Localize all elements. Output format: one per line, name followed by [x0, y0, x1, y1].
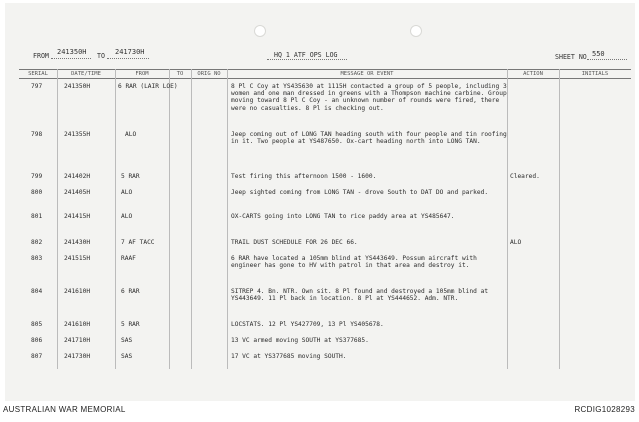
from: 6 RAR	[121, 288, 140, 295]
serial: 806	[31, 337, 43, 344]
message: TRAIL DUST SCHEDULE FOR 26 DEC 66.	[231, 239, 358, 246]
col-message: MESSAGE OR EVENT	[227, 69, 507, 79]
datetime: 241515H	[64, 255, 91, 262]
col-orig-no: ORIG NO	[191, 69, 227, 79]
serial: 804	[31, 288, 43, 295]
datetime: 241610H	[64, 321, 91, 328]
serial: 805	[31, 321, 43, 328]
from: SAS	[121, 337, 133, 344]
punch-hole	[410, 25, 422, 37]
datetime: 241730H	[64, 353, 91, 360]
datetime: 241402H	[64, 173, 91, 180]
from: SAS	[121, 353, 133, 360]
divider	[191, 69, 192, 369]
from: ALO	[125, 131, 137, 138]
datetime: 241355H	[64, 131, 91, 138]
from: 7 AF TACC	[121, 239, 155, 246]
divider	[115, 69, 116, 369]
divider	[57, 69, 58, 369]
message: OX-CARTS going into LONG TAN to rice paddy area at YS485647.	[231, 213, 455, 220]
serial: 798	[31, 131, 43, 138]
from: 5 RAR	[121, 173, 140, 180]
from: ALO	[121, 213, 133, 220]
from: ALO	[121, 189, 133, 196]
serial: 803	[31, 255, 43, 262]
sheet-underline	[587, 59, 627, 60]
from-label: FROM	[33, 52, 49, 60]
message: Test firing this afternoon 1500 - 1600.	[231, 173, 377, 180]
message: LOCSTATS. 12 Pl YS427709, 13 Pl YS405678.	[231, 321, 384, 328]
punch-hole	[254, 25, 266, 37]
datetime: 241350H	[64, 83, 91, 90]
from: 6 RAR (LAIR LOE)	[118, 83, 178, 90]
datetime: 241610H	[64, 288, 91, 295]
datetime: 241430H	[64, 239, 91, 246]
message: 17 VC at YS377685 moving SOUTH.	[231, 353, 347, 360]
col-datetime: DATE/TIME	[57, 69, 115, 79]
from-value: 241350H	[57, 48, 87, 56]
col-serial: SERIAL	[19, 69, 57, 79]
action: Cleared.	[510, 173, 540, 180]
from: 5 RAR	[121, 321, 140, 328]
message: 6 RAR have located a 105mm blind at YS443649. Possum aircraft with engineer has gone to HV with patrol in that area and destroy it.	[231, 255, 477, 270]
to-value: 241730H	[115, 48, 145, 56]
serial: 799	[31, 173, 43, 180]
datetime: 241415H	[64, 213, 91, 220]
col-action: ACTION	[507, 69, 559, 79]
sheet-number: 550	[592, 50, 605, 58]
datetime: 241405H	[64, 189, 91, 196]
action: ALO	[510, 239, 522, 246]
col-initials: INITIALS	[559, 69, 631, 79]
message: 13 VC armed moving SOUTH at YS377685.	[231, 337, 369, 344]
record-id: RCDIG1028293	[574, 405, 635, 414]
datetime: 241710H	[64, 337, 91, 344]
col-to: TO	[169, 69, 191, 79]
col-from: FROM	[115, 69, 169, 79]
sheet-label: SHEET NO	[555, 53, 587, 61]
serial: 801	[31, 213, 43, 220]
serial: 807	[31, 353, 43, 360]
divider	[559, 69, 560, 369]
to-underline	[107, 58, 149, 59]
message: 8 Pl C Coy at YS435630 at 1115H contacted a group of 5 people, including 3 women and one man dressed in greens with a Thompson machine carbine. Group moving toward 8 Pl C Coy - an unknown number of rounds were fired, there were no casualties. 8 Pl is checking out.	[231, 83, 507, 112]
serial: 800	[31, 189, 43, 196]
divider	[169, 69, 170, 369]
message: Jeep coming out of LONG TAN heading south with four people and tin roofing in it. Two people at YS487650. Ox-cart heading north into LONG TAN.	[231, 131, 507, 146]
message: Jeep sighted coming from LONG TAN - drove South to DAT DO and parked.	[231, 189, 489, 196]
serial: 802	[31, 239, 43, 246]
log-sheet	[5, 3, 635, 401]
serial: 797	[31, 83, 43, 90]
to-label: TO	[97, 52, 105, 60]
from: RAAF	[121, 255, 136, 262]
archive-credit: AUSTRALIAN WAR MEMORIAL	[3, 405, 126, 414]
log-title: HQ 1 ATF OPS LOG	[274, 51, 338, 59]
from-underline	[51, 58, 91, 59]
title-underline	[267, 59, 347, 60]
divider	[227, 69, 228, 369]
message: SITREP 4. Bn. NTR. Own sit. 8 Pl found and destroyed a 105mm blind at YS443649. 11 Pl back in location. 8 Pl at YS444652. Adm. NTR.	[231, 288, 489, 303]
